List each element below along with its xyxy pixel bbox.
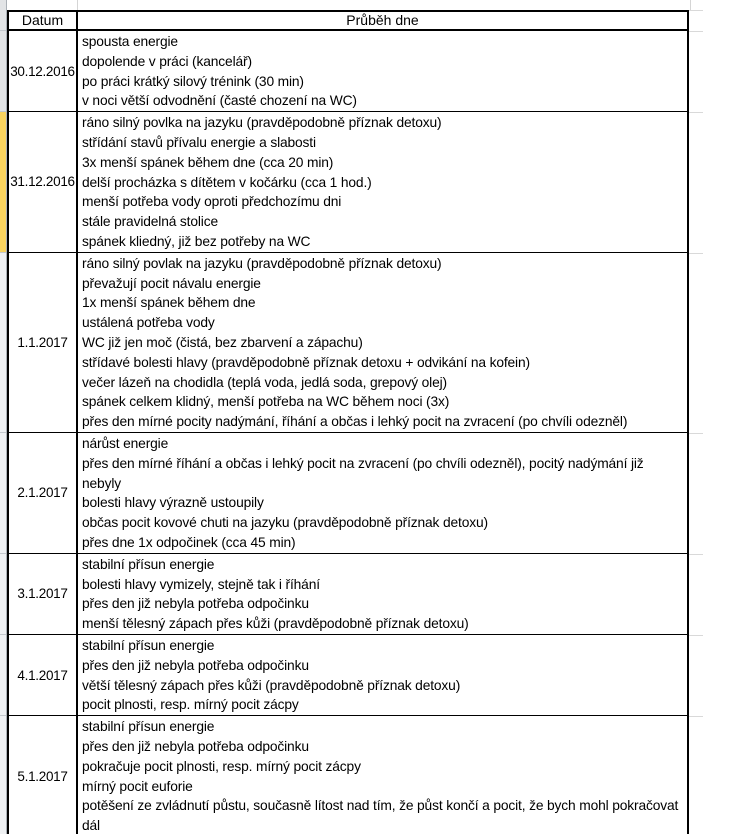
column-header-datum[interactable]: Datum: [9, 12, 78, 29]
gridline-stub: [689, 31, 703, 32]
gridline-stub: [689, 433, 703, 434]
date-cell[interactable]: 3.1.2017: [9, 554, 78, 634]
log-line: pokračuje pocit plnosti, resp. mírný pocit zácpy: [82, 758, 361, 774]
log-line: ustálená potřeba vody: [82, 315, 215, 331]
table-row: [9, 716, 687, 834]
log-line: v noci větší odvodnění (časté chození na WC): [82, 93, 357, 109]
log-line: ráno silný povlka na jazyku (pravděpodobně příznak detoxu): [82, 115, 442, 131]
log-line: spousta energie: [82, 34, 178, 49]
row-marker: [0, 716, 6, 834]
log-line: přes den již nebyla potřeba odpočinku: [82, 657, 309, 673]
log-line: bolesti hlavy vymizely, stejně tak i říhání: [82, 576, 320, 592]
day-log-cell[interactable]: [78, 31, 687, 111]
date-cell[interactable]: 2.1.2017: [9, 433, 78, 553]
log-line: menší tělesný zápach přes kůži (pravděpodobně příznak detoxu): [82, 616, 469, 632]
gridline-stub: [689, 112, 703, 113]
gridline-stub: [689, 253, 703, 254]
log-line: dál: [82, 818, 100, 834]
log-line: menší potřeba vody oproti předchozímu dni: [82, 194, 342, 210]
table-row: [9, 112, 687, 253]
log-line: přes den mírné říhání a občas i lehký pocit na zvracení (po chvíli odezněl), pocitý nadýmání již: [82, 455, 644, 471]
log-line: 1x menší spánek během dne: [82, 295, 256, 311]
log-line: bolesti hlavy výrazně ustoupily: [82, 495, 264, 511]
log-line: stále pravidelná stolice: [82, 214, 218, 230]
log-line: dopolende v práci (kancelář): [82, 53, 252, 69]
log-line: přes dne 1x odpočinek (cca 45 min): [82, 534, 296, 550]
log-line: nebyly: [82, 475, 121, 491]
log-line: přes den již nebyla potřeba odpočinku: [82, 738, 309, 754]
log-line: mírný pocit euforie: [82, 778, 193, 794]
log-line: potěšení ze zvládnutí půstu, současně lítost nad tím, že půst končí a pocit, že bych mohl pokračovat: [82, 798, 679, 814]
row-marker: [0, 31, 6, 112]
table-row: [9, 253, 687, 433]
day-log-cell[interactable]: [78, 433, 687, 553]
log-line: WC již jen moč (čistá, bez zbarvení a zápachu): [82, 334, 363, 350]
column-header-prubeh[interactable]: Průběh dne: [346, 12, 419, 28]
table-row: [9, 554, 687, 635]
log-line: stabilní přísun energie: [82, 637, 215, 653]
gridline-stub: [689, 554, 703, 555]
log-line: občas pocit kovové chuti na jazyku (pravděpodobně příznak detoxu): [82, 515, 488, 531]
day-log-cell[interactable]: [78, 635, 687, 715]
log-line: po práci krátký silový trénink (30 min): [82, 73, 304, 89]
log-line: nárůst energie: [82, 435, 169, 451]
gridline: [690, 0, 691, 10]
day-log-cell[interactable]: [78, 554, 687, 634]
row-marker-strip: [0, 0, 7, 834]
log-line: 3x menší spánek během dne (cca 20 min): [82, 154, 334, 170]
log-line: přes den mírné pocity nadýmání, říhání a občas i lehký pocit na zvracení (po chvíli odezněl): [82, 414, 628, 430]
log-line: stabilní přísun energie: [82, 556, 215, 572]
day-log-cell[interactable]: [78, 716, 687, 834]
table-header-row: [9, 12, 687, 31]
log-line: převažují pocit návalu energie: [82, 275, 261, 291]
log-line: spánek celkem klidný, menší potřeba na WC během noci (3x): [82, 394, 450, 410]
row-marker: [0, 635, 6, 716]
log-line: delší procházka s dítětem v kočárku (cca 1 hod.): [82, 174, 372, 190]
log-line: pocit plnosti, resp. mírný pocit zácpy: [82, 697, 299, 713]
date-cell[interactable]: 4.1.2017: [9, 635, 78, 715]
gridline-stub: [689, 716, 703, 717]
diary-table: [7, 10, 689, 834]
date-cell[interactable]: 31.12.2016: [9, 112, 78, 252]
header-marker: [0, 0, 6, 31]
log-line: střídání stavů přívalu energie a slabosti: [82, 134, 316, 150]
log-line: večer lázeň na chodidla (teplá voda, jedlá soda, grepový olej): [82, 374, 447, 390]
day-log-cell[interactable]: [78, 112, 687, 252]
log-line: střídavé bolesti hlavy (pravděpodobně příznak detoxu + odvikání na kofein): [82, 354, 530, 370]
row-marker: [0, 554, 6, 635]
gridline-stub: [689, 635, 703, 636]
row-marker: [0, 433, 6, 554]
day-log-cell[interactable]: [78, 253, 687, 432]
gridline-stub: [689, 10, 703, 11]
log-line: větší tělesný zápach přes kůži (pravděpodobně příznak detoxu): [82, 677, 461, 693]
log-line: spánek kliedný, již bez potřeby na WC: [82, 233, 311, 249]
row-marker: [0, 253, 6, 433]
highlight-marker: [0, 112, 6, 253]
log-line: přes den již nebyla potřeba odpočinku: [82, 596, 309, 612]
table-row: [9, 433, 687, 554]
date-cell[interactable]: 1.1.2017: [9, 253, 78, 432]
date-cell[interactable]: 30.12.2016: [9, 31, 78, 111]
gridline: [77, 0, 78, 10]
table-row: [9, 31, 687, 112]
log-line: stabilní přísun energie: [82, 719, 215, 735]
date-cell[interactable]: 5.1.2017: [9, 716, 78, 834]
table-row: [9, 635, 687, 716]
log-line: ráno silný povlak na jazyku (pravděpodobně příznak detoxu): [82, 255, 442, 271]
